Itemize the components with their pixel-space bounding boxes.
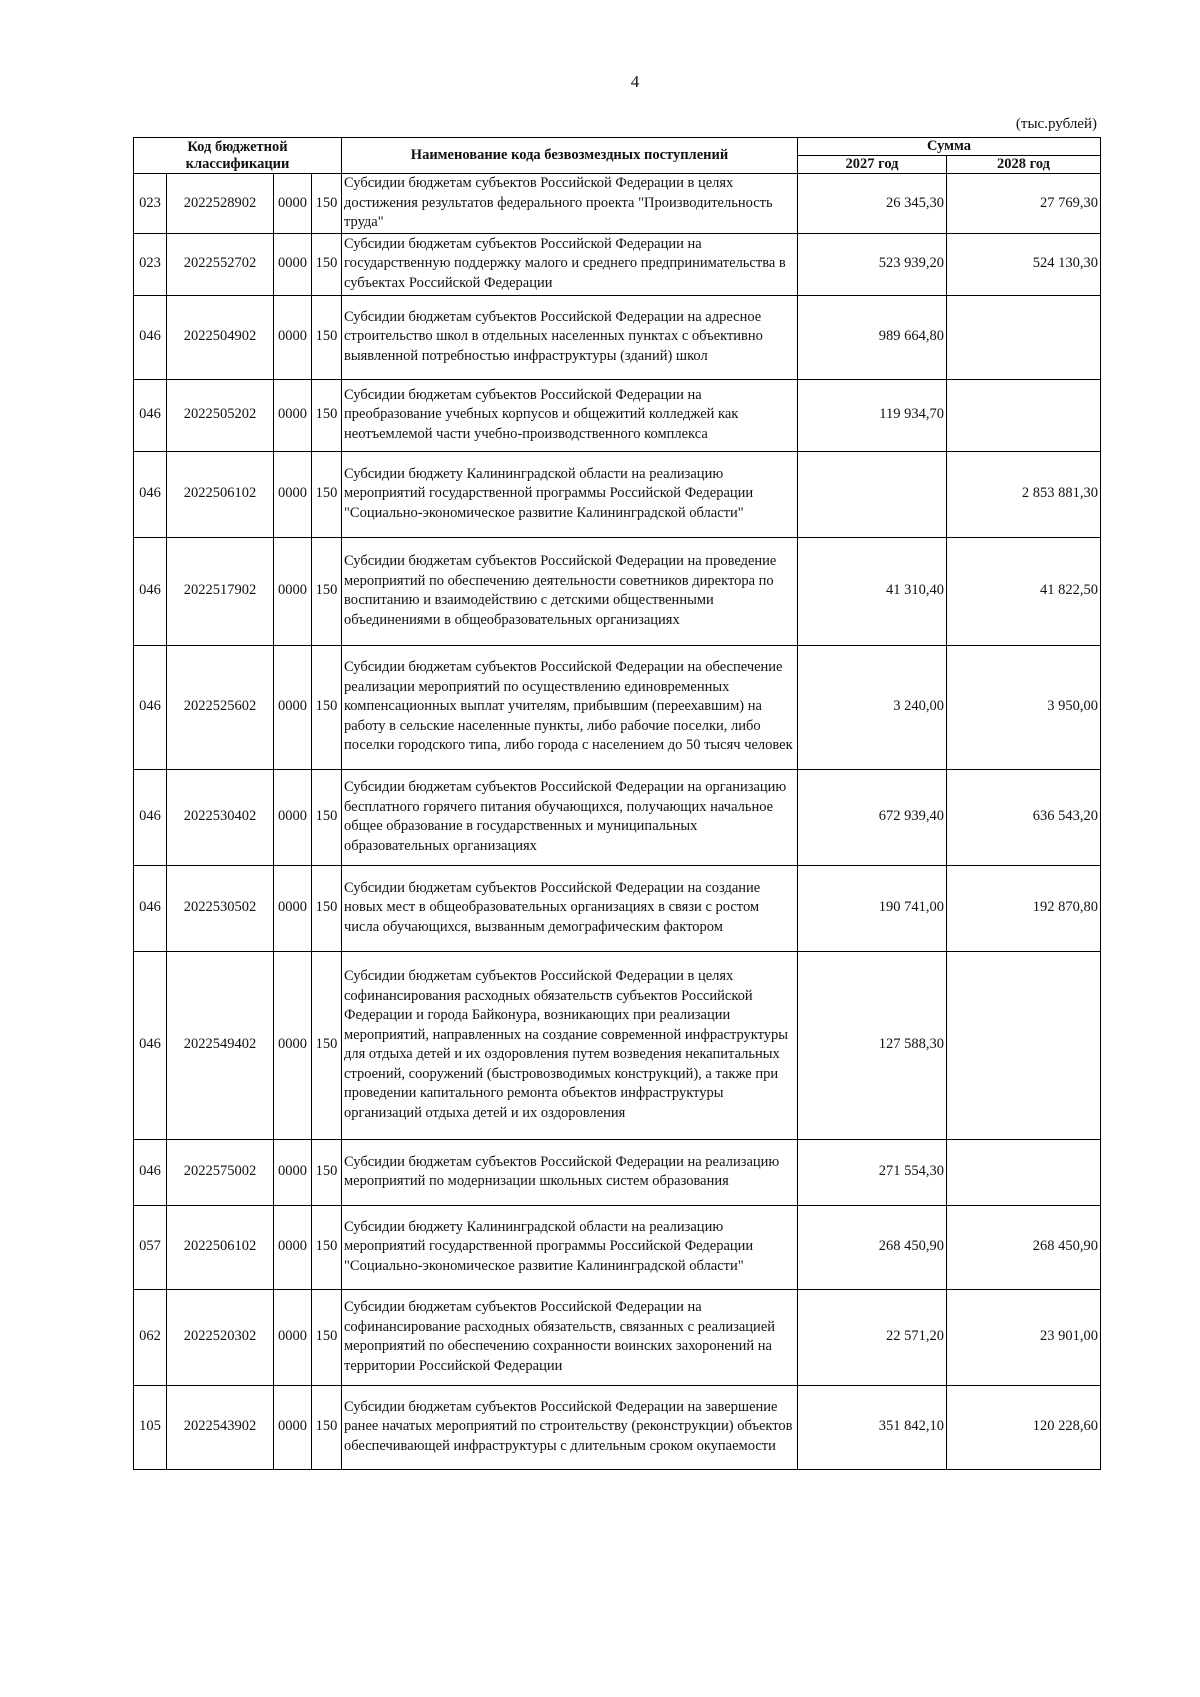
subtype-code-cell: 0000: [274, 1289, 312, 1385]
name-header: Наименование кода безвозмездных поступлений: [342, 138, 798, 174]
subtype-code-cell: 0000: [274, 865, 312, 951]
header-row-1: [134, 138, 1101, 156]
sum-2027-cell: 127 588,30: [798, 951, 947, 1139]
subtype-code-cell: 0000: [274, 1205, 312, 1289]
subtype-code-cell: 0000: [274, 537, 312, 645]
sum-2028-cell: 27 769,30: [947, 174, 1101, 234]
classification-code-cell: 150: [312, 379, 342, 451]
sum-2028-cell: 524 130,30: [947, 233, 1101, 295]
classification-code-cell: 150: [312, 295, 342, 379]
classification-code-cell: 150: [312, 951, 342, 1139]
revenue-code-cell: 2022552702: [167, 233, 274, 295]
sum-2027-cell: 989 664,80: [798, 295, 947, 379]
table-row: [134, 1139, 1101, 1205]
sum-2027-cell: 268 450,90: [798, 1205, 947, 1289]
classification-code-cell: 150: [312, 1139, 342, 1205]
sum-2027-cell: 3 240,00: [798, 645, 947, 769]
admin-code-cell: 046: [134, 951, 167, 1139]
table-body: [134, 174, 1101, 1470]
table-row: [134, 174, 1101, 234]
subtype-code-cell: 0000: [274, 645, 312, 769]
revenue-name-cell: Субсидии бюджетам субъектов Российской Федерации на реализацию мероприятий по модернизации школьных систем образования: [342, 1139, 798, 1205]
revenue-name-cell: Субсидии бюджетам субъектов Российской Федерации на завершение ранее начатых мероприятий по строительству (реконструкции) объектов обеспечивающей инфраструктуры с длительным сроком окупаемости: [342, 1385, 798, 1469]
sum-2027-cell: 26 345,30: [798, 174, 947, 234]
revenue-code-cell: 2022517902: [167, 537, 274, 645]
revenue-name-cell: Субсидии бюджету Калининградской области на реализацию мероприятий государственной программы Российской Федерации "Социально-экономическое развитие Калининградской области": [342, 1205, 798, 1289]
admin-code-cell: 105: [134, 1385, 167, 1469]
table-row: [134, 379, 1101, 451]
sum-2027-cell: 190 741,00: [798, 865, 947, 951]
admin-code-cell: 046: [134, 379, 167, 451]
admin-code-cell: 046: [134, 1139, 167, 1205]
revenue-name-cell: Субсидии бюджетам субъектов Российской Федерации в целях софинансирования расходных обязательств субъектов Российской Федерации и города Байконура, возникающих при реализации мероприятий, направленных на создание современной инфраструктуры для отдыха детей и их оздоровления путем возведения некапитальных строений, сооружений (быстровозводимых конструкций), а также при проведении капитального ремонта объектов инфраструктуры организаций отдыха детей и их оздоровления: [342, 951, 798, 1139]
classification-code-cell: 150: [312, 451, 342, 537]
revenue-code-cell: 2022543902: [167, 1385, 274, 1469]
table-row: [134, 951, 1101, 1139]
revenue-name-cell: Субсидии бюджетам субъектов Российской Федерации на создание новых мест в общеобразовательных организациях в связи с ростом числа обучающихся, вызванным демографическим фактором: [342, 865, 798, 951]
sum-2027-cell: 672 939,40: [798, 769, 947, 865]
sum-2027-cell: 271 554,30: [798, 1139, 947, 1205]
sum-2028-cell: 23 901,00: [947, 1289, 1101, 1385]
sum-2028-cell: 192 870,80: [947, 865, 1101, 951]
revenue-name-cell: Субсидии бюджетам субъектов Российской Федерации на преобразование учебных корпусов и общежитий колледжей как неотъемлемой части учебно-производственного комплекса: [342, 379, 798, 451]
admin-code-cell: 062: [134, 1289, 167, 1385]
admin-code-cell: 057: [134, 1205, 167, 1289]
admin-code-cell: 023: [134, 233, 167, 295]
revenue-code-cell: 2022575002: [167, 1139, 274, 1205]
table-row: [134, 645, 1101, 769]
sum-2028-cell: [947, 379, 1101, 451]
classification-code-cell: 150: [312, 1289, 342, 1385]
table-row: [134, 295, 1101, 379]
subtype-code-cell: 0000: [274, 1139, 312, 1205]
classification-code-cell: 150: [312, 1385, 342, 1469]
classification-code-cell: 150: [312, 174, 342, 234]
sum-2028-cell: [947, 951, 1101, 1139]
table-row: [134, 451, 1101, 537]
year-2027-header: 2027 год: [798, 156, 947, 174]
admin-code-cell: 046: [134, 645, 167, 769]
budget-table: [133, 137, 1101, 1470]
page-number: 4: [630, 72, 640, 91]
revenue-code-cell: 2022520302: [167, 1289, 274, 1385]
revenue-code-cell: 2022504902: [167, 295, 274, 379]
sum-2028-cell: 636 543,20: [947, 769, 1101, 865]
classification-code-cell: 150: [312, 645, 342, 769]
table-row: [134, 233, 1101, 295]
sum-2028-cell: 2 853 881,30: [947, 451, 1101, 537]
sum-2027-cell: 351 842,10: [798, 1385, 947, 1469]
subtype-code-cell: 0000: [274, 1385, 312, 1469]
revenue-code-cell: 2022549402: [167, 951, 274, 1139]
revenue-name-cell: Субсидии бюджетам субъектов Российской Федерации на государственную поддержку малого и среднего предпринимательства в субъектах Российской Федерации: [342, 233, 798, 295]
sum-2028-cell: 3 950,00: [947, 645, 1101, 769]
table-row: [134, 769, 1101, 865]
revenue-code-cell: 2022530402: [167, 769, 274, 865]
table-row: [134, 865, 1101, 951]
revenue-name-cell: Субсидии бюджетам субъектов Российской Федерации на проведение мероприятий по обеспечению деятельности советников директора по воспитанию и взаимодействию с детскими общественными объединениями в общеобразовательных организациях: [342, 537, 798, 645]
sum-2027-cell: 119 934,70: [798, 379, 947, 451]
revenue-code-cell: 2022506102: [167, 1205, 274, 1289]
table-row: [134, 537, 1101, 645]
subtype-code-cell: 0000: [274, 295, 312, 379]
admin-code-cell: 046: [134, 295, 167, 379]
subtype-code-cell: 0000: [274, 233, 312, 295]
subtype-code-cell: 0000: [274, 174, 312, 234]
code-header: Код бюджетной классификации: [134, 138, 342, 174]
revenue-name-cell: Субсидии бюджетам субъектов Российской Федерации в целях достижения результатов федерального проекта "Производительность труда": [342, 174, 798, 234]
sum-2028-cell: 41 822,50: [947, 537, 1101, 645]
revenue-code-cell: 2022530502: [167, 865, 274, 951]
table-row: [134, 1289, 1101, 1385]
classification-code-cell: 150: [312, 1205, 342, 1289]
revenue-code-cell: 2022525602: [167, 645, 274, 769]
subtype-code-cell: 0000: [274, 451, 312, 537]
revenue-name-cell: Субсидии бюджетам субъектов Российской Федерации на организацию бесплатного горячего питания обучающихся, получающих начальное общее образование в государственных и муниципальных образовательных организациях: [342, 769, 798, 865]
sum-2028-cell: 268 450,90: [947, 1205, 1101, 1289]
classification-code-cell: 150: [312, 233, 342, 295]
revenue-code-cell: 2022506102: [167, 451, 274, 537]
sum-2027-cell: 22 571,20: [798, 1289, 947, 1385]
subtype-code-cell: 0000: [274, 769, 312, 865]
revenue-name-cell: Субсидии бюджетам субъектов Российской Федерации на адресное строительство школ в отдельных населенных пунктах с объективно выявленной потребностью инфраструктуры (зданий) школ: [342, 295, 798, 379]
admin-code-cell: 046: [134, 451, 167, 537]
revenue-name-cell: Субсидии бюджетам субъектов Российской Федерации на софинансирование расходных обязательств, связанных с реализацией мероприятий по обеспечению сохранности воинских захоронений на территории Российской Федерации: [342, 1289, 798, 1385]
year-2028-header: 2028 год: [947, 156, 1101, 174]
classification-code-cell: 150: [312, 769, 342, 865]
sum-2028-cell: [947, 1139, 1101, 1205]
revenue-name-cell: Субсидии бюджетам субъектов Российской Федерации на обеспечение реализации мероприятий по осуществлению единовременных компенсационных выплат учителям, прибывшим (переехавшим) на работу в сельские населенные пункты, либо рабочие поселки, либо поселки городского типа, либо города с населением до 50 тысяч человек: [342, 645, 798, 769]
admin-code-cell: 046: [134, 769, 167, 865]
unit-note: (тыс.рублей): [1015, 116, 1097, 132]
revenue-code-cell: 2022528902: [167, 174, 274, 234]
subtype-code-cell: 0000: [274, 951, 312, 1139]
classification-code-cell: 150: [312, 865, 342, 951]
admin-code-cell: 023: [134, 174, 167, 234]
subtype-code-cell: 0000: [274, 379, 312, 451]
revenue-code-cell: 2022505202: [167, 379, 274, 451]
revenue-name-cell: Субсидии бюджету Калининградской области на реализацию мероприятий государственной программы Российской Федерации "Социально-экономическое развитие Калининградской области": [342, 451, 798, 537]
admin-code-cell: 046: [134, 537, 167, 645]
admin-code-cell: 046: [134, 865, 167, 951]
sum-2027-cell: [798, 451, 947, 537]
table-row: [134, 1385, 1101, 1469]
sum-header: Сумма: [798, 138, 1101, 156]
sum-2028-cell: [947, 295, 1101, 379]
table-row: [134, 1205, 1101, 1289]
classification-code-cell: 150: [312, 537, 342, 645]
sum-2028-cell: 120 228,60: [947, 1385, 1101, 1469]
sum-2027-cell: 523 939,20: [798, 233, 947, 295]
sum-2027-cell: 41 310,40: [798, 537, 947, 645]
